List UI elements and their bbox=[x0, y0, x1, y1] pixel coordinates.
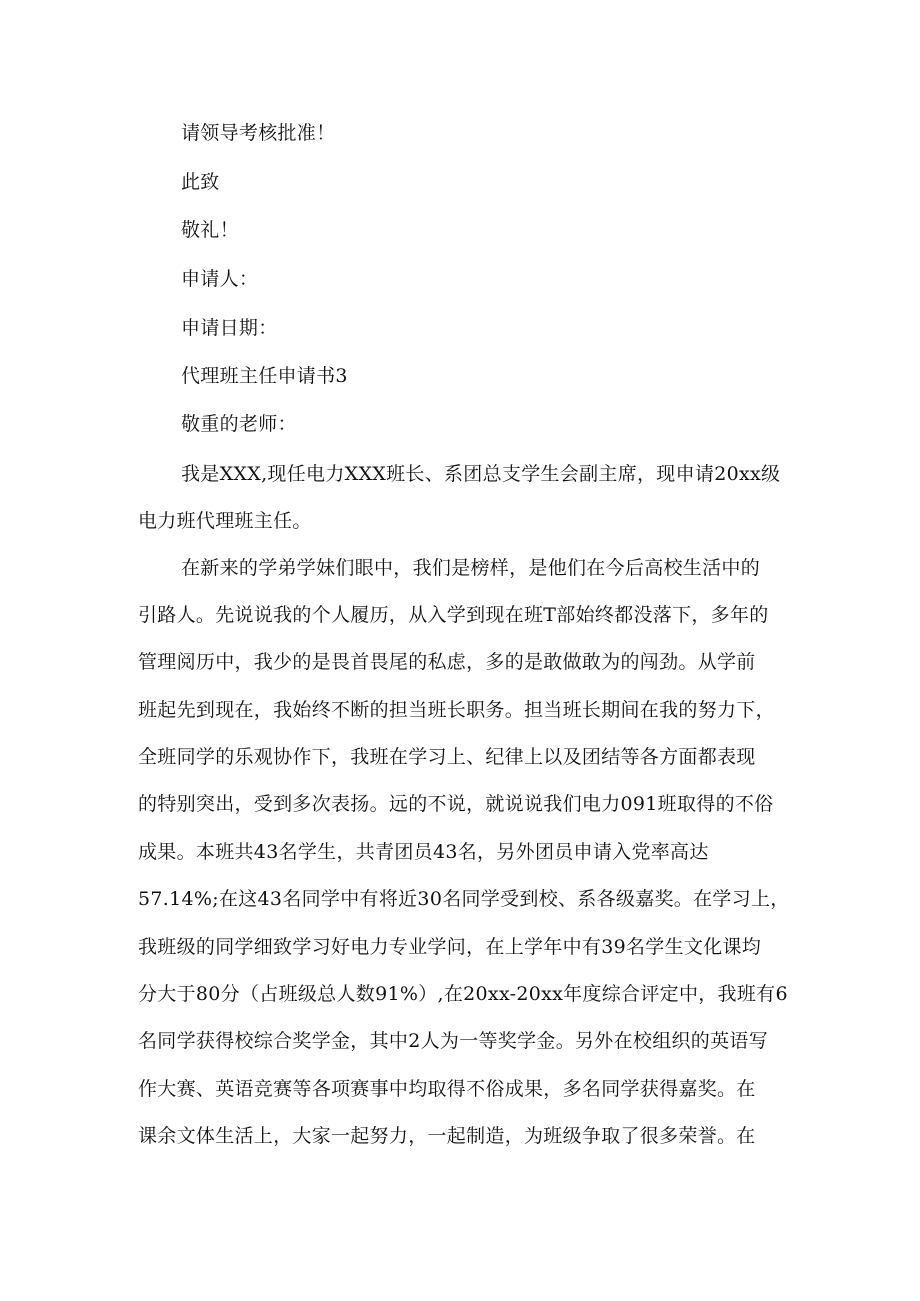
paragraph-2-line: 全班同学的乐观协作下，我班在学习上、纪律上以及团结等各方面都表现 bbox=[138, 746, 756, 768]
paragraph-2-line: 班起先到现在，我始终不断的担当班长职务。担当班长期间在我的努力下， bbox=[138, 699, 775, 721]
paragraph-1-line: 电力班代理班主任。 bbox=[138, 510, 312, 532]
section-title: 代理班主任申请书3 bbox=[181, 365, 348, 387]
paragraph-1-line: 我是XXX,现任电力XXX班长、系团总支学生会副主席，现申请20xx级 bbox=[181, 463, 781, 485]
paragraph-2-line: 引路人。先说说我的个人履历，从入学到现在班T部始终都没落下，多年的 bbox=[138, 604, 769, 626]
paragraph-2-line: 的特别突出，受到多次表扬。远的不说，就说说我们电力091班取得的不俗 bbox=[138, 793, 774, 815]
application-date-label: 申请日期： bbox=[181, 317, 278, 339]
paragraph-2-line: 成果。本班共43名学生，共青团员43名，另外团员申请入党率高达 bbox=[138, 841, 709, 863]
paragraph-2-line: 在新来的学弟学妹们眼中，我们是榜样，是他们在今后高校生活中的 bbox=[181, 557, 761, 579]
closing-line-regards: 敬礼！ bbox=[181, 219, 239, 241]
paragraph-2-line: 名同学获得校综合奖学金，其中2人为一等奖学金。另外在校组织的英语写 bbox=[138, 1030, 768, 1052]
paragraph-2-line: 57.14%;在这43名同学中有将近30名同学受到校、系各级嘉奖。在学习上， bbox=[138, 888, 790, 910]
applicant-label: 申请人： bbox=[181, 268, 259, 290]
paragraph-2-line: 课余文体生活上，大家一起努力，一起制造，为班级争取了很多荣誉。在 bbox=[138, 1125, 756, 1147]
paragraph-2-line: 管理阅历中，我少的是畏首畏尾的私虑，多的是敢做敢为的闯劲。从学前 bbox=[138, 651, 756, 673]
closing-line-greeting: 此致 bbox=[181, 171, 220, 193]
salutation: 敬重的老师： bbox=[181, 413, 297, 435]
closing-line-approval: 请领导考核批准！ bbox=[181, 122, 336, 144]
paragraph-2-line: 我班级的同学细致学习好电力专业学问，在上学年中有39名学生文化课均 bbox=[138, 936, 762, 958]
paragraph-2-line: 作大赛、英语竞赛等各项赛事中均取得不俗成果，多名同学获得嘉奖。在 bbox=[138, 1078, 756, 1100]
paragraph-2-line: 分大于80分（占班级总人数91%）,在20xx-20xx年度综合评定中，我班有6 bbox=[138, 983, 788, 1005]
